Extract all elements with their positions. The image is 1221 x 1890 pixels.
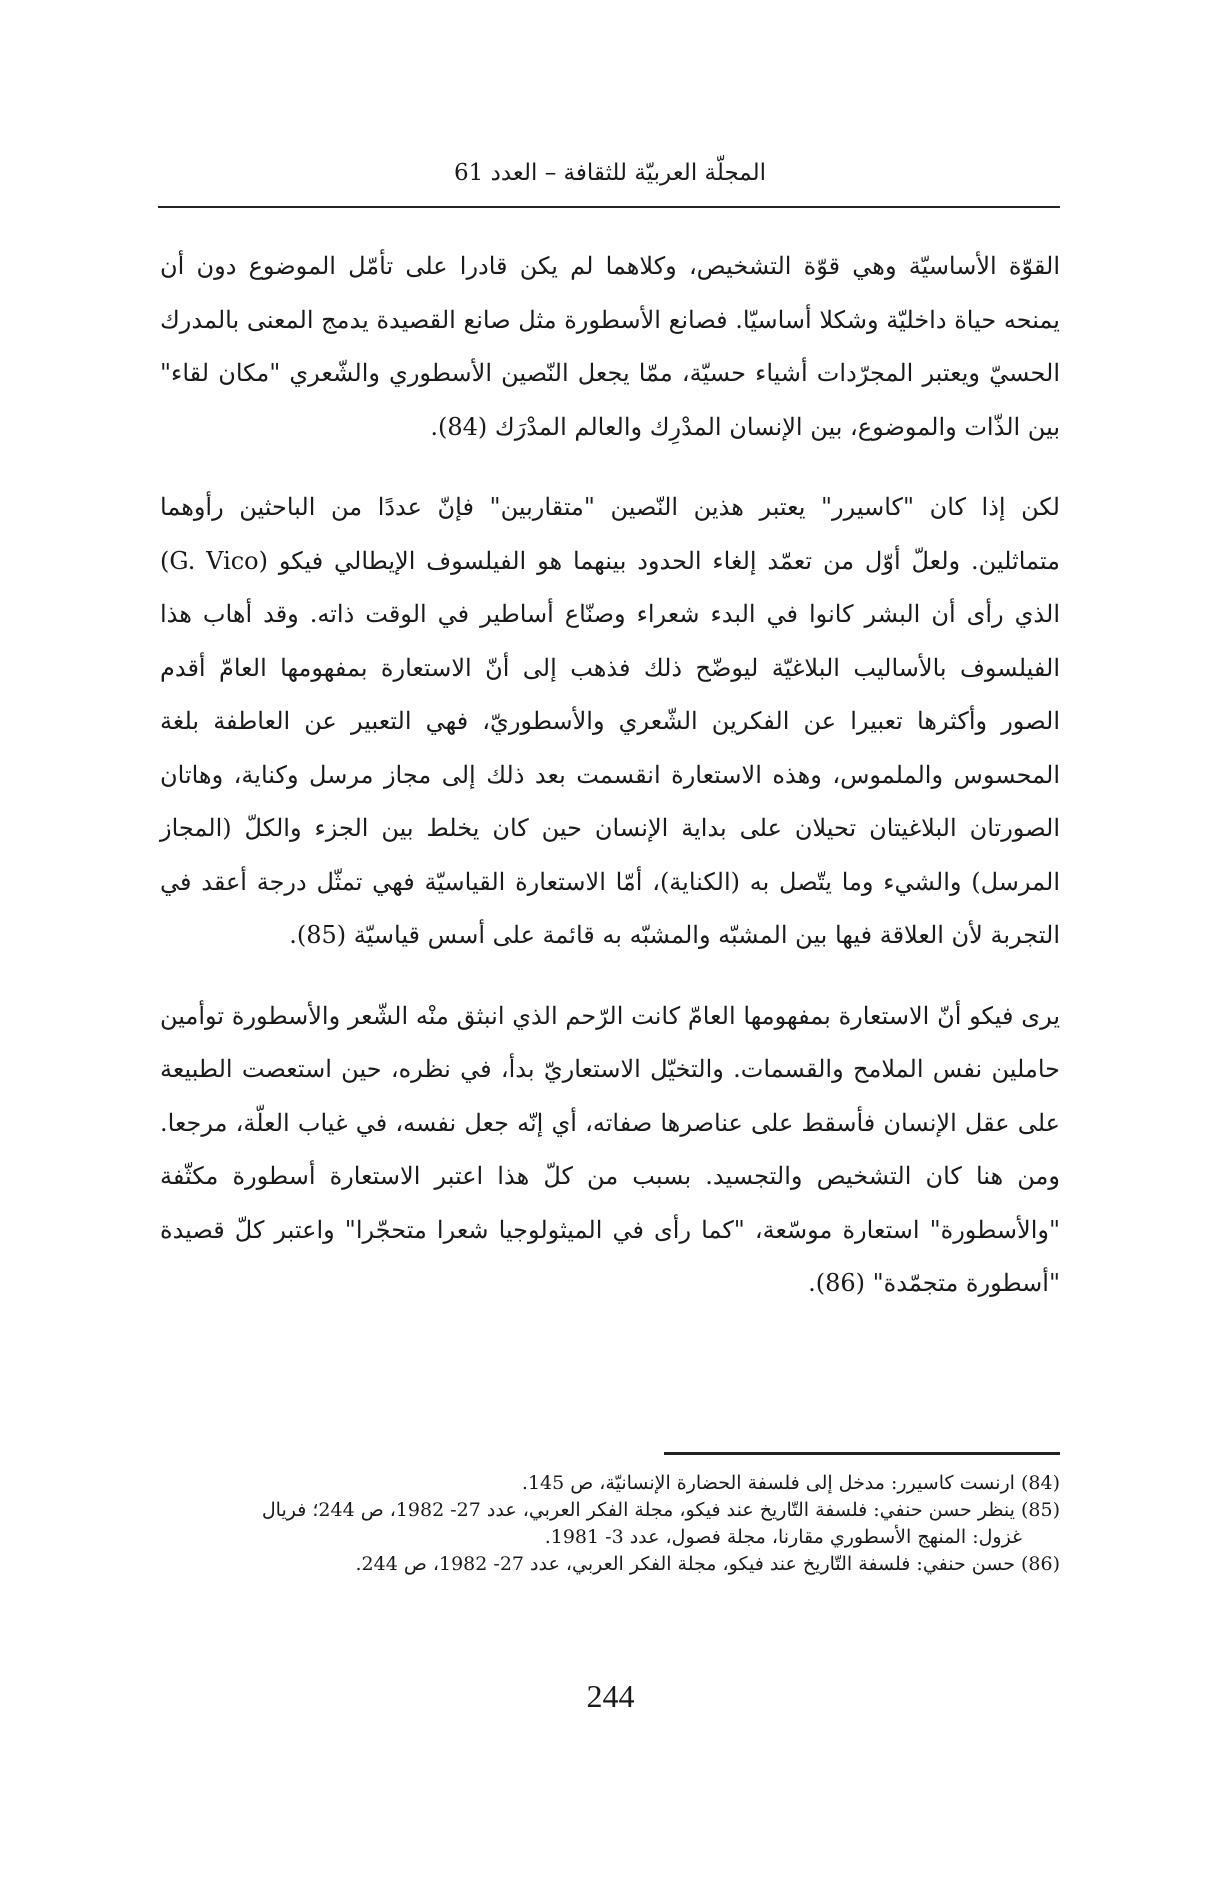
- footnote-reference: (85).: [289, 921, 347, 949]
- body-text: [160, 240, 1060, 1311]
- footnote-85: (85) ينظر حسن حنفي: فلسفة التّاريخ عند فيكو، مجلة الفكر العربي، عدد 27- 1982، ص 244؛ فريال: [261, 1499, 1060, 1521]
- header-rule: [158, 206, 1060, 208]
- paragraph-text: يرى فيكو أنّ الاستعارة بمفهومها العامّ كانت الرّحم الذي انبثق منْه الشّعر والأسطورة توأمين حاملين نفس الملامح والقسمات. والتخيّل الاستعاريّ بدأ، في نظره، حين استعصت الطبيعة على عقل الإنسان فأسقط على عناصرها صفاته، أي إنّه جعل نفسه، في غياب العلّة، مرجعا. ومن هنا كان التشخيص والتجسيد. بسبب من كلّ هذا اعتبر الاستعارة أسطورة مكثّفة "والأسطورة" استعارة موسّعة، "كما رأى في الميثولوجيا شعرا متحجّرا" واعتبر كلّ قصيدة "أسطورة متجمّدة": [160, 1001, 1060, 1297]
- footnote-reference: (84).: [430, 412, 488, 441]
- footnotes: [160, 1470, 1060, 1578]
- footnote-85-continuation: غزول: المنهج الأسطوري مقارنا، مجلة فصول، عدد 3- 1981.: [544, 1526, 1022, 1548]
- paragraph-text: القوّة الأساسيّة وهي قوّة التشخيص، وكلاهما لم يكن قادرا على تأمّل الموضوع دون أن يمنحه حياة داخليّة وشكلا أساسيّا. فصانع الأسطورة مثل صانع القصيدة يدمج المعنى بالمدرك الحسيّ ويعتبر المجرّدات أشياء حسيّة، ممّا يجعل النّصين الأسطوري والشّعري "مكان لقاء" بين الذّات والموضوع، بين الإنسان المدْرِك والعالم المدْرَك: [160, 252, 1060, 441]
- footnote-reference: (86).: [808, 1269, 865, 1297]
- paragraph-text: لكن إذا كان "كاسيرر" يعتبر هذين النّصين "متقاربين" فإنّ عددًا من الباحثين رأوهما متماثلين. ولعلّ أوّل من تعمّد إلغاء الحدود بينهما هو الفيلسوف الإيطالي فيكو (G. Vico) الذي رأى أن البشر كانوا في البدء شعراء وصنّاع أساطير في الوقت ذاته. وقد أهاب هذا الفيلسوف بالأساليب البلاغيّة ليوضّح ذلك فذهب إلى أنّ الاستعارة بمفهومها العامّ أقدم الصور وأكثرها تعبيرا عن الفكرين الشّعري والأسطوريّ، فهي التعبير عن العاطفة بلغة المحسوس والملموس، وهذه الاستعارة انقسمت بعد ذلك إلى مجاز مرسل وكناية، وهاتان الصورتان البلاغيتان تحيلان على بداية الإنسان حين كان يخلط بين الجزء والكلّ (المجاز المرسل) والشيء وما يتّصل به (الكناية)، أمّا الاستعارة القياسيّة فهي تمثّل درجة أعقد في التجربة لأن العلاقة فيها بين المشبّه والمشبّه به قائمة على أسس قياسيّة: [160, 493, 1060, 949]
- footnote-separator: [664, 1452, 1060, 1455]
- page-number: 244: [586, 1678, 635, 1714]
- footnote-84: (84) ارنست كاسيرر: مدخل إلى فلسفة الحضارة الإنسانيّة، ص 145.: [521, 1472, 1060, 1494]
- footnote-86: (86) حسن حنفي: فلسفة التّاريخ عند فيكو، مجلة الفكر العربي، عدد 27- 1982، ص 244.: [355, 1553, 1060, 1575]
- paragraph-2: [160, 481, 1060, 963]
- paragraph-1: [160, 240, 1060, 454]
- paragraph-3: [160, 990, 1060, 1311]
- running-header: المجلّة العربيّة للثقافة – العدد 61: [453, 160, 767, 186]
